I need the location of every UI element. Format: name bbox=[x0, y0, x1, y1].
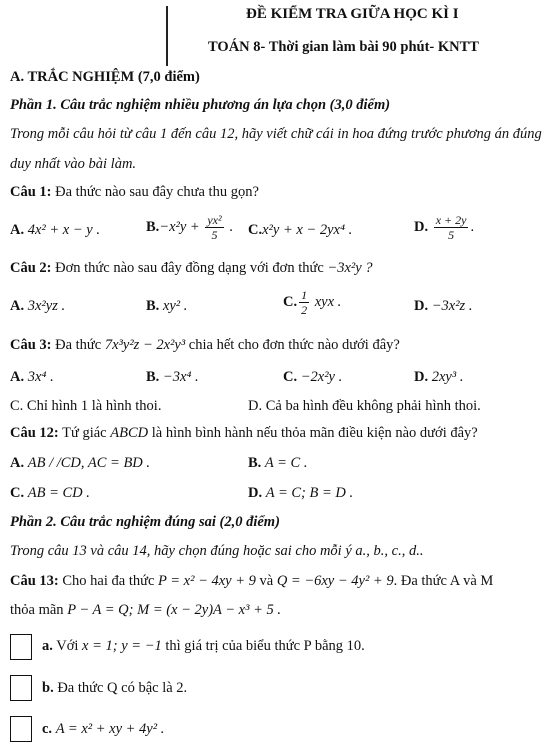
question-math: ABCD bbox=[110, 425, 149, 441]
statement-math: A = x² + xy + 4y² . bbox=[55, 721, 165, 737]
question-label: Câu 13: bbox=[10, 573, 59, 589]
q3-option-d bbox=[414, 369, 463, 386]
question-2 bbox=[10, 260, 373, 277]
q2-option-a bbox=[10, 298, 65, 315]
section-a-heading: A. TRẮC NGHIỆM (7,0 điểm) bbox=[10, 69, 200, 85]
option-math: 2xy³ . bbox=[431, 369, 464, 385]
q13-statement-b bbox=[42, 680, 187, 697]
polynomial-q: Q = −6xy − 4y² + 9 bbox=[276, 573, 394, 589]
question-text: Cho hai đa thức bbox=[62, 573, 155, 589]
option-math: A = C . bbox=[264, 455, 308, 471]
option-label: B. bbox=[146, 218, 160, 235]
option-math: −x²y + bbox=[159, 218, 200, 235]
answer-checkbox-b[interactable] bbox=[10, 675, 32, 701]
option-label: A. bbox=[10, 222, 25, 238]
question-text: Đa thức bbox=[55, 337, 102, 353]
answer-checkbox-a[interactable] bbox=[10, 634, 32, 660]
option-math: −3x²z . bbox=[431, 298, 473, 314]
question-text-end: là hình bình hành nếu thỏa mãn điều kiện nào dưới đây? bbox=[151, 425, 478, 441]
option-math: AB / /CD, AC = BD . bbox=[27, 455, 151, 471]
part2-heading: Phần 2. Câu trắc nghiệm đúng sai (2,0 điểm) bbox=[10, 514, 280, 530]
polynomial-p: P = x² − 4xy + 9 bbox=[158, 573, 256, 589]
question-text: thỏa mãn bbox=[10, 602, 64, 618]
option-math: 3x⁴ . bbox=[27, 369, 54, 385]
question-label: Câu 12: bbox=[10, 425, 59, 441]
option-math: A = C; B = D . bbox=[265, 485, 354, 501]
fraction-denominator: 2 bbox=[301, 303, 308, 317]
conjunction: và bbox=[259, 573, 274, 589]
option-math: −2x²y . bbox=[300, 369, 343, 385]
q3-option-c bbox=[283, 369, 342, 386]
option-label: D. bbox=[248, 485, 263, 501]
option-label: D. bbox=[414, 218, 429, 235]
header-divider bbox=[166, 6, 168, 66]
fraction bbox=[299, 289, 309, 316]
option-end: . bbox=[229, 218, 233, 235]
q1-option-d bbox=[414, 214, 474, 241]
option-math: 4x² + x − y . bbox=[27, 222, 100, 238]
option-label: A. bbox=[10, 455, 25, 471]
statement-math: x = 1; y = −1 bbox=[82, 638, 162, 654]
fraction-denominator: 5 bbox=[211, 228, 218, 242]
question-text: Tứ giác bbox=[62, 425, 107, 441]
q13-statement-c bbox=[42, 721, 164, 738]
q3-option-a bbox=[10, 369, 54, 386]
statement-label: c. bbox=[42, 721, 53, 737]
q11-option-d: D. Cả ba hình đều không phải hình thoi. bbox=[248, 398, 481, 414]
part1-instruction-2: duy nhất vào bài làm. bbox=[10, 156, 137, 172]
question-label: Câu 2: bbox=[10, 260, 52, 276]
option-label: D. bbox=[414, 369, 429, 385]
option-label: C. bbox=[10, 485, 25, 501]
statement-label: b. bbox=[42, 680, 54, 696]
option-label: A. bbox=[10, 369, 25, 385]
question-math: 7x³y²z − 2x²y³ bbox=[104, 337, 186, 353]
statement-text: Với bbox=[56, 638, 79, 654]
option-label: C. bbox=[283, 369, 298, 385]
fraction bbox=[205, 214, 223, 241]
option-label: D. bbox=[414, 298, 429, 314]
option-label: B. bbox=[146, 298, 160, 314]
option-math: xyx . bbox=[314, 293, 342, 310]
statement-label: a. bbox=[42, 638, 53, 654]
q2-option-c bbox=[283, 289, 341, 316]
part1-heading: Phần 1. Câu trắc nghiệm nhiều phương án lựa chọn (3,0 điểm) bbox=[10, 97, 391, 113]
q3-option-b bbox=[146, 369, 199, 386]
question-text-end: chia hết cho đơn thức nào dưới đây? bbox=[188, 337, 400, 353]
q1-option-b bbox=[146, 214, 233, 241]
option-label: C. bbox=[248, 222, 263, 238]
option-math: x²y + x − 2yx⁴ . bbox=[262, 222, 353, 238]
question-math: −3x²y ? bbox=[327, 260, 373, 276]
q12-option-b bbox=[248, 455, 307, 472]
option-math: 3x²yz . bbox=[27, 298, 66, 314]
exam-subtitle: TOÁN 8- Thời gian làm bài 90 phút- KNTT bbox=[208, 39, 479, 55]
part1-instruction-1: Trong mỗi câu hỏi từ câu 1 đến câu 12, hãy viết chữ cái in hoa đứng trước phương án đúng bbox=[10, 126, 542, 142]
q2-option-d bbox=[414, 298, 472, 315]
q12-option-a bbox=[10, 455, 150, 472]
question-math: P − A = Q; M = (x − 2y)A − x³ + 5 . bbox=[67, 602, 281, 618]
part2-instruction: Trong câu 13 và câu 14, hãy chọn đúng hoặc sai cho mỗi ý a., b., c., d.. bbox=[10, 543, 424, 559]
option-end: . bbox=[470, 218, 475, 235]
q12-option-c bbox=[10, 485, 90, 502]
question-label: Câu 3: bbox=[10, 337, 52, 353]
question-13-line-2 bbox=[10, 602, 281, 619]
option-label: A. bbox=[10, 298, 25, 314]
fraction bbox=[434, 214, 469, 241]
q1-option-c bbox=[248, 222, 352, 239]
answer-checkbox-c[interactable] bbox=[10, 716, 32, 742]
question-3 bbox=[10, 337, 400, 354]
option-math: xy² . bbox=[162, 298, 188, 314]
option-label: B. bbox=[248, 455, 262, 471]
fraction-numerator: x + 2y bbox=[435, 213, 467, 227]
option-label: C. bbox=[283, 293, 298, 310]
option-label: B. bbox=[146, 369, 160, 385]
statement-text-end: thì giá trị của biểu thức P bằng 10. bbox=[165, 638, 365, 654]
exam-title: ĐỀ KIỂM TRA GIỮA HỌC KÌ I bbox=[246, 6, 459, 22]
question-1 bbox=[10, 184, 259, 201]
fraction-numerator: 1 bbox=[301, 288, 308, 302]
option-math: −3x⁴ . bbox=[162, 369, 199, 385]
fraction-numerator: yx² bbox=[207, 213, 222, 227]
q12-option-d bbox=[248, 485, 353, 502]
question-label: Câu 1: bbox=[10, 184, 52, 200]
q2-option-b bbox=[146, 298, 187, 315]
question-13 bbox=[10, 573, 493, 590]
question-text: Đa thức nào sau đây chưa thu gọn? bbox=[55, 184, 259, 200]
q13-statement-a bbox=[42, 638, 365, 655]
statement-text: Đa thức Q có bậc là 2. bbox=[57, 680, 188, 696]
question-text-end: . Đa thức A và M bbox=[393, 573, 494, 589]
option-math: AB = CD . bbox=[27, 485, 90, 501]
q11-option-c: C. Chỉ hình 1 là hình thoi. bbox=[10, 398, 162, 414]
question-text: Đơn thức nào sau đây đồng dạng với đơn thức bbox=[55, 260, 324, 276]
q1-option-a bbox=[10, 222, 100, 239]
fraction-denominator: 5 bbox=[448, 228, 455, 242]
question-12 bbox=[10, 425, 478, 442]
